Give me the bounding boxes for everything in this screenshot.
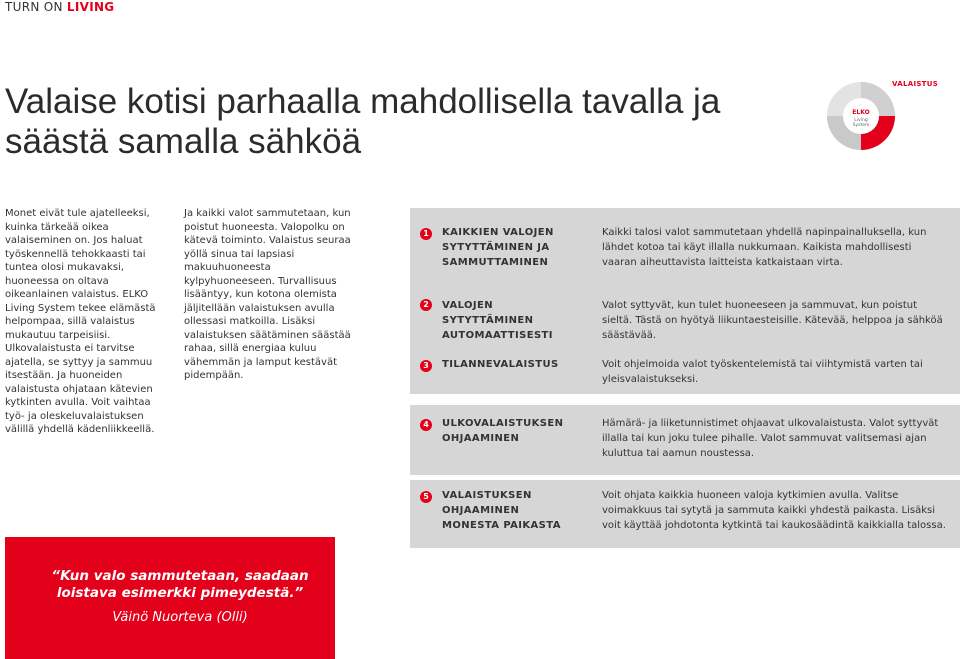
quote-box [5, 537, 335, 659]
page-title: Valaise kotisi parhaalla mahdollisella tavalla ja säästä samalla sähköä [5, 82, 721, 161]
feature-title: ULKOVALAISTUKSEN OHJAAMINEN [442, 418, 564, 444]
feature-title: VALAISTUKSEN OHJAAMINEN MONESTA PAIKASTA [442, 490, 561, 531]
feature-description: Voit ohjata kaikkia huoneen valoja kytkimien avulla. Valitse voimakkuus tai sytytä ja sammuta kaikki yhdestä paikasta. Lisäksi voit käyttää johdotonta kytkintä tai kaukosäädintä kaikkialla talossa. [602, 490, 946, 531]
header-accent: LIVING [66, 0, 115, 14]
feature-number: 1 [420, 228, 432, 240]
feature-number: 4 [420, 419, 432, 431]
feature-panel-3 [410, 480, 960, 548]
elko-living-system-logo [825, 80, 897, 152]
section-tag: VALAISTUS [892, 80, 939, 88]
logo-line2: System [852, 123, 870, 128]
feature-description: Hämärä- ja liiketunnistimet ohjaavat ulkovalaistusta. Valot syttyvät illalla tai kun joku tulee pihalle. Valot sammuvat valitsemasi ajan kuluttua tai aamun noustessa. [602, 418, 939, 459]
quote-text: “Kun valo sammutetaan, saadaan loistava esimerkki pimeydestä.” [51, 568, 309, 601]
feature-number: 5 [420, 491, 432, 503]
logo-brand: ELKO [852, 109, 870, 116]
feature-panel-2 [410, 405, 960, 475]
feature-title: TILANNEVALAISTUS [442, 359, 559, 370]
feature-title: VALOJEN SYTYTTÄMINEN AUTOMAATTISESTI [442, 300, 553, 341]
feature-description: Valot syttyvät, kun tulet huoneeseen ja sammuvat, kun poistut sieltä. Tästä on hyötyä liikuntaesteisille. Kätevää, helppoa ja sähköä säästävää. [602, 300, 943, 341]
intro-column-2: Ja kaikki valot sammutetaan, kun poistut huoneesta. Valopolku on kätevä toiminto. Valaistus seuraa yöllä sinua tai lapsiasi makuuhuoneesta kylpyhuoneeseen. Turvallisuus lisääntyy, kun kotona olemista jäljitellään valaistuksen avulla ollessasi matkoilla. Lisäksi valaistuksen säätäminen säästää rahaa, sillä energiaa kuluu vähemmän ja lamput kestävät pidempään. [184, 208, 351, 381]
feature-panel-1 [410, 208, 960, 394]
header-prefix: TURN ON [5, 0, 63, 14]
feature-number: 3 [420, 360, 432, 372]
logo-line1: Living [854, 118, 868, 123]
header-label [5, 0, 114, 14]
feature-title: KAIKKIEN VALOJEN SYTYTTÄMINEN JA SAMMUTTAMINEN [442, 227, 554, 268]
feature-description: Kaikki talosi valot sammutetaan yhdellä napinpainalluksella, kun lähdet kotoa tai käyt illalla nukkumaan. Kaikista mahdollisesti vaaran aiheuttavista laitteista katkaistaan virta. [602, 227, 927, 268]
quote-author: Väinö Nuorteva (Olli) [112, 610, 248, 625]
intro-column-1: Monet eivät tule ajatelleeksi, kuinka tärkeää oikea valaiseminen on. Jos haluat työskennellä tehokkaasti tai tuntea olosi mukavaksi, huoneessa on oltava oikeanlainen valaistus. ELKO Living System tekee elämästä helpompaa, sillä valaistus mukautuu tarpeisiisi. Ulkovalaistusta ei tarvitse ajatella, se syttyy ja sammuu itsestään. Ja huoneiden valaistusta ohjataan kätevien kytkinten avulla. Voit vaihtaa työ- ja oleskeluvalaistuksen välillä yhdellä kädenliikkeellä. [5, 208, 156, 435]
feature-number: 2 [420, 299, 432, 311]
feature-description: Voit ohjelmoida valot työskentelemistä tai viihtymistä varten tai yleisvalaistukseksi. [602, 359, 923, 385]
